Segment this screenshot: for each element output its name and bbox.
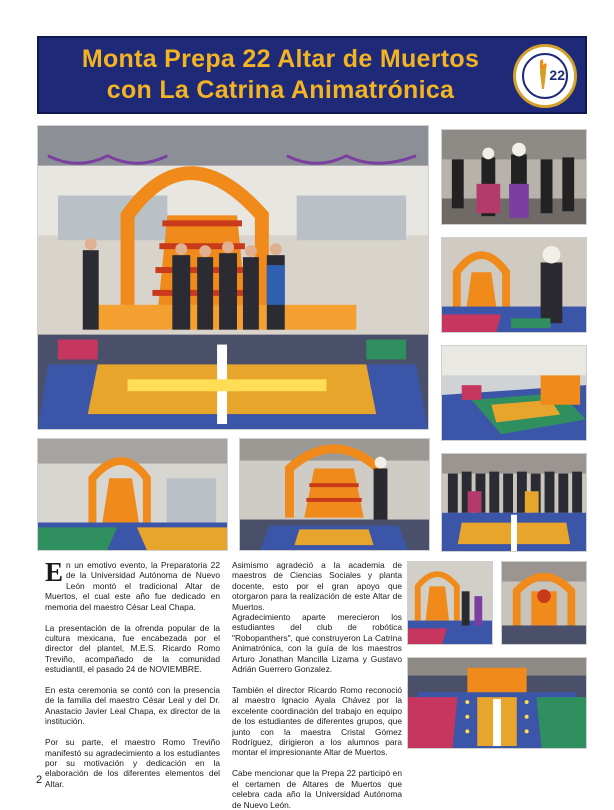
title-line-2: con La Catrina Animatrónica: [106, 76, 455, 104]
paragraph-6: Agradecimiento aparte merecieron los estudiantes del club de robótica "Robopanthers", que construyeron La Catrina Animatrónica, con la guía de los maestros Arturo Jonathan Mancilla Lizama y Gustavo Adrián Guerrero Gonzalez.: [232, 612, 402, 675]
altar-aerial-photo: [441, 345, 587, 441]
catrina-animatronic-photo: [441, 237, 587, 333]
title-line-1: Monta Prepa 22 Altar de Muertos: [81, 45, 480, 73]
page-number: 2: [36, 774, 43, 786]
paragraph-8: Cabe mencionar que la Prepa 22 participó en el certamen de Altares de Muertos que celebra cada año la Universidad Autónoma de Nuevo León.: [232, 768, 402, 810]
visitors-altar-photo: [407, 561, 493, 645]
paragraph-4: Por su parte, el maestro Romo Treviño manifestó su agradecimiento a los estudiantes por su motivación y dedicación en la elaboración de los diferentes elementos del Altar.: [45, 737, 220, 789]
logo-number: 22: [549, 67, 565, 83]
prepa22-torch-seal-icon: [513, 44, 577, 108]
altar-side-view-photo: [37, 438, 228, 551]
paragraph-3: En esta ceremonia se contó con la presencia de la familia del maestro César Leal y del Dr. Anastacio Javier Leal Chapa, ex director de la institución.: [45, 685, 220, 727]
article-title: [53, 44, 508, 106]
altar-candles-photo: [407, 657, 587, 749]
paragraph-2: La presentación de la ofrenda popular de la cultura mexicana, fue encabezada por el director del plantel, M.E.S. Ricardo Romo Treviño, acompañado de la comunidad estudiantil, el pasado 24 de NOVIEMBRE.: [45, 622, 220, 675]
altar-front-catrina-photo: [239, 438, 430, 551]
paragraph-7: También el director Ricardo Romo reconoció al maestro Ignacio Ayala Chávez por la excelente coordinación del trabajo en equipo de los estudiantes de diferentes grupos, que junto con la maestra Cristal Gómez Rodríguez, dirigieron a los alumnos para montar el impresionante Altar de Muertos.: [232, 684, 402, 758]
group-photo-catrinas: [441, 453, 587, 552]
marigold-arch-photo: [501, 561, 587, 645]
article-column-2: [232, 560, 402, 810]
paragraph-5: Asimismo agradeció a la academia de maestros de Ciencias Sociales y planta docente, esto por el gran apoyo que otorgaron para la realización de este Altar de Muertos.: [232, 560, 402, 612]
paragraph-1: n un emotivo evento, la Preparatoria 22 de la Universidad Autónoma de Nuevo León montó el tradicional Altar de Muertos, el cual este año fue dedicado en memoria del maestro César Leal Chapa.: [45, 560, 220, 612]
drop-cap: E: [45, 557, 64, 587]
main-altar-photo: [37, 125, 429, 430]
catrinas-band-photo: [441, 129, 587, 225]
title-banner: [37, 36, 587, 114]
article-column-1: [45, 557, 220, 789]
